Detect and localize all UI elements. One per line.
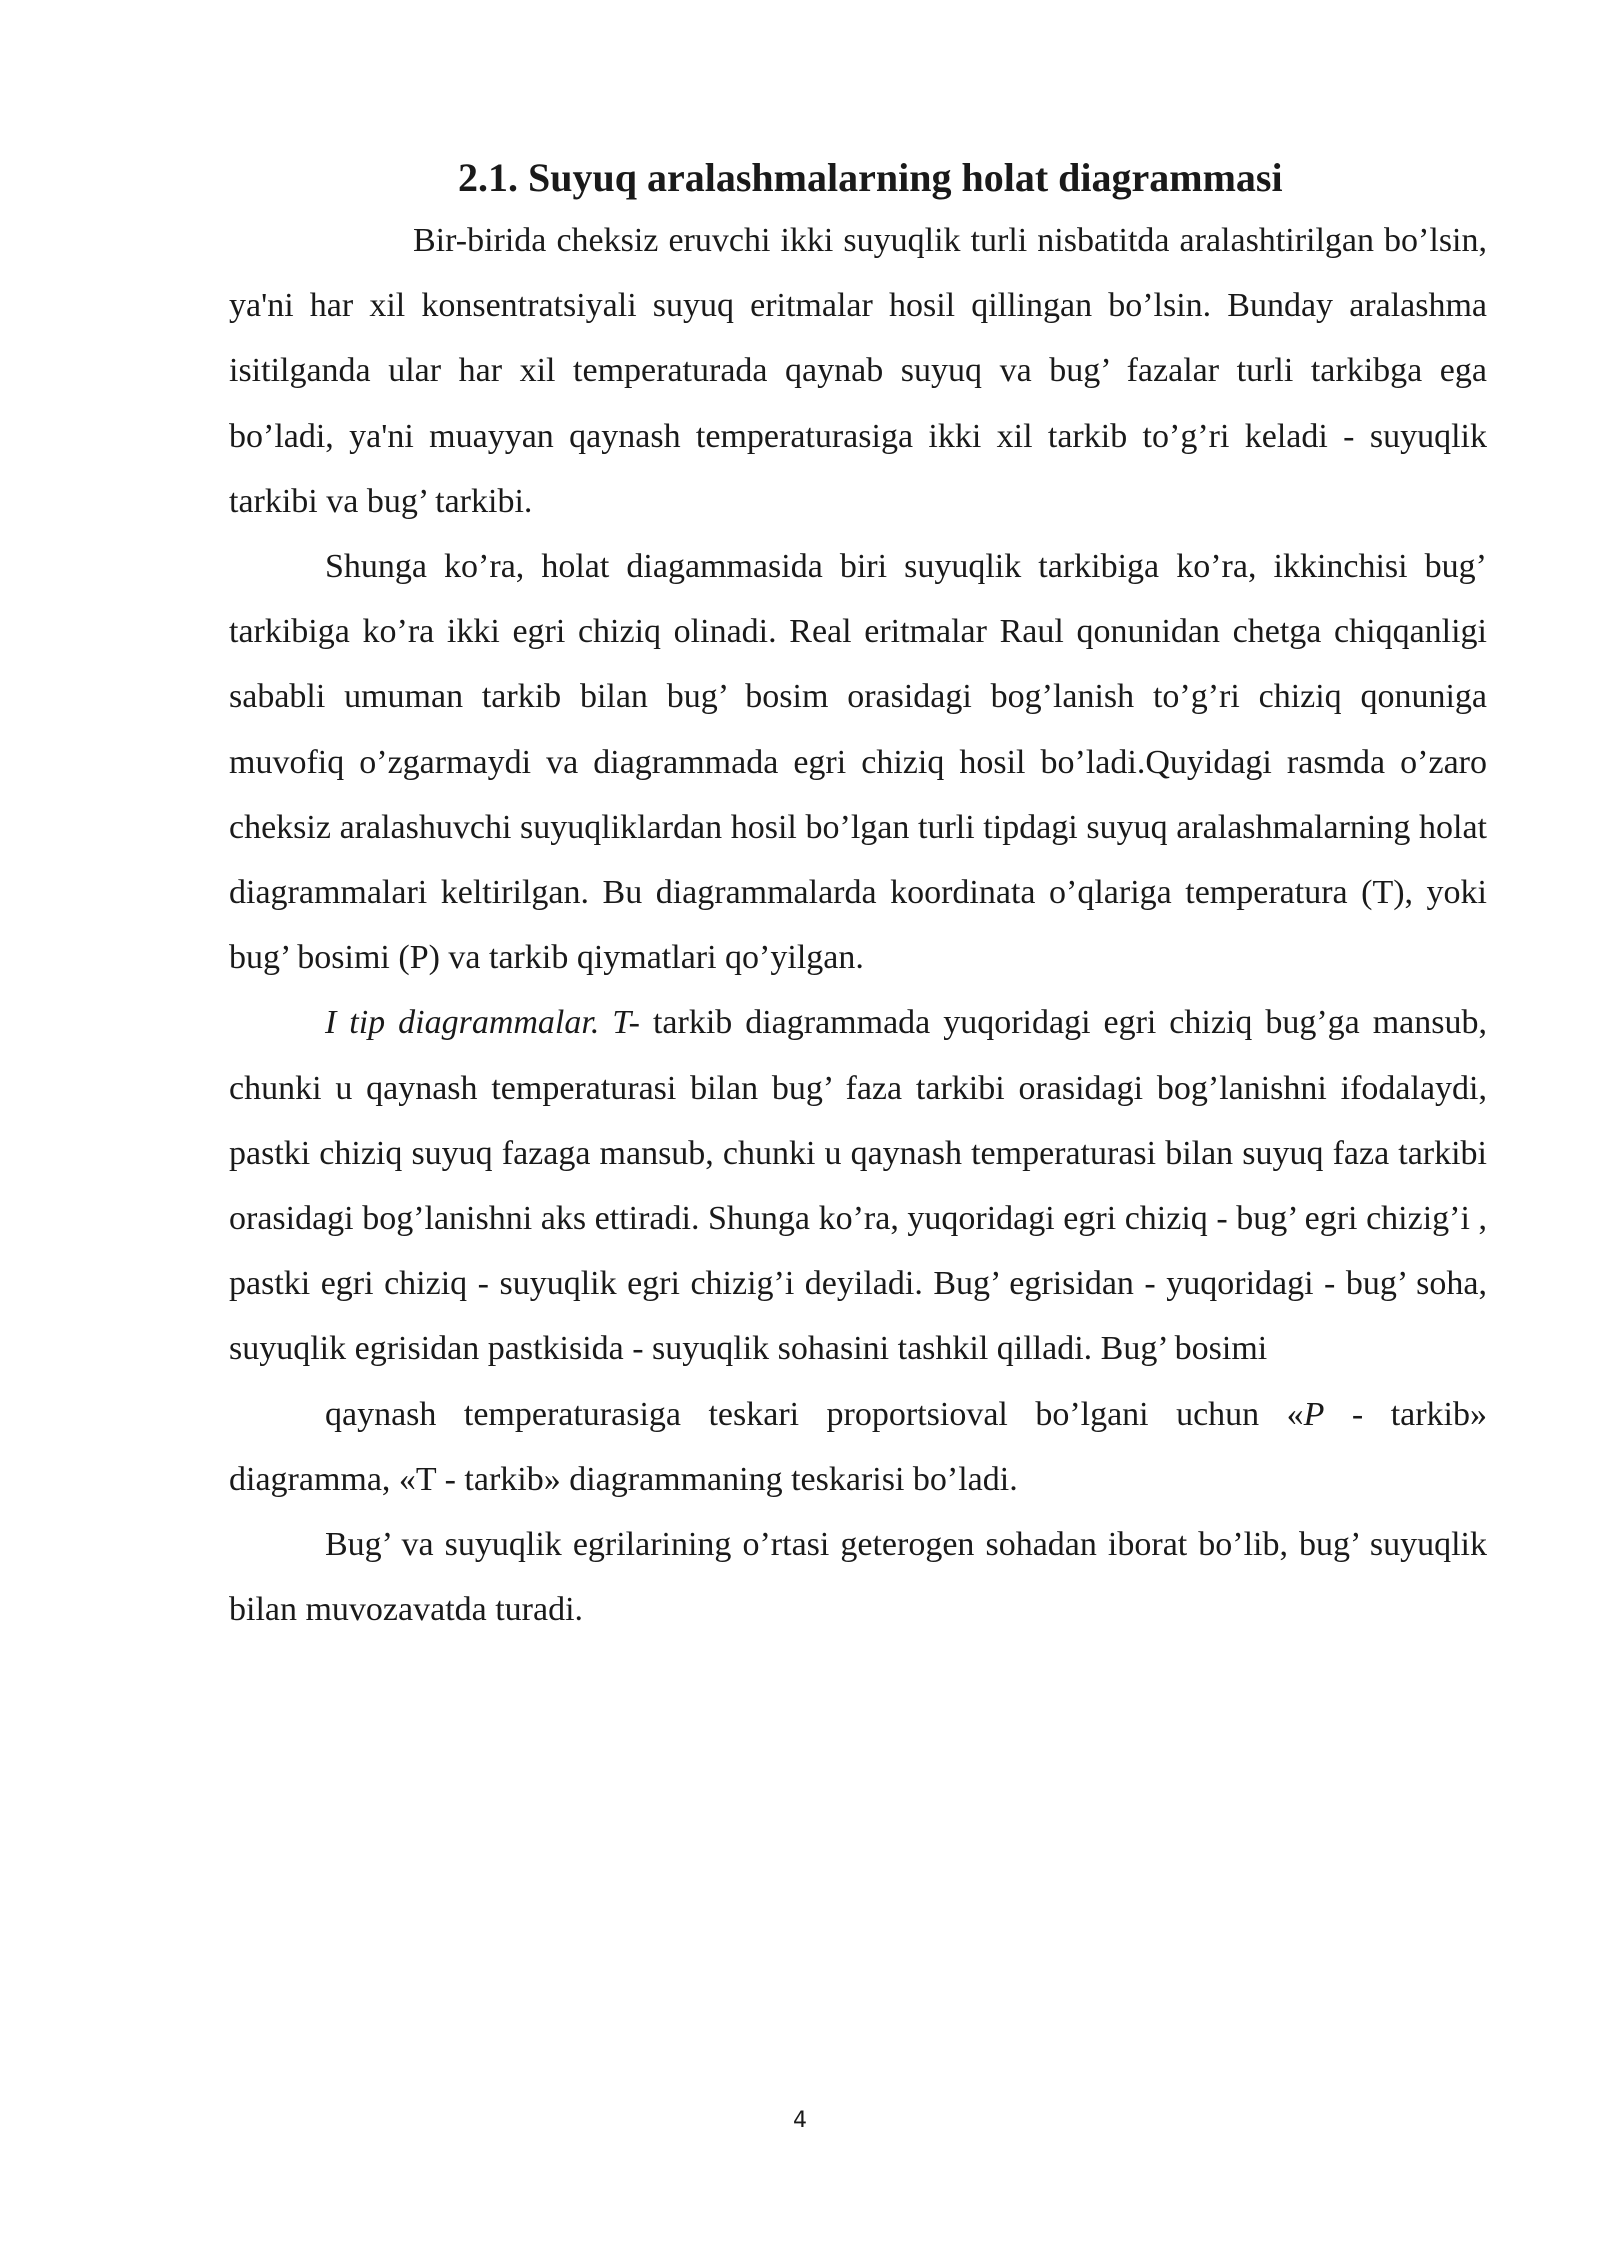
paragraph-4-text-start: qaynash temperaturasiga teskari proportsioval bo’lgani uchun «: [325, 1395, 1304, 1433]
document-page: [229, 148, 1487, 1642]
paragraph-3: [229, 990, 1487, 1381]
page-number: 4: [793, 2108, 807, 2133]
paragraph-2: Shunga ko’ra, holat diagammasida biri suyuqlik tarkibiga ko’ra, ikkinchisi bug’ tarkibiga ko’ra ikki egri chiziq olinadi. Real eritmalar Raul qonunidan chetga chiqqanligi sababli umuman tarkib bilan bug’ bosim orasidagi bog’lanish to’g’ri chiziq qonuniga muvofiq o’zgarmaydi va diagrammada egri chiziq hosil bo’ladi.Quyidagi rasmda o’zaro cheksiz aralashuvchi suyuqliklardan hosil bo’lgan turli tipdagi suyuq aralashmalarning holat diagrammalari keltirilgan. Bu diagrammalarda koordinata o’qlariga temperatura (T), yoki bug’ bosimi (P) va tarkib qiymatlari qo’yilgan.: [229, 548, 1487, 977]
paragraph-3-italic-lead: I tip diagrammalar. T-: [325, 1004, 640, 1042]
paragraph-5: Bug’ va suyuqlik egrilarining o’rtasi geterogen sohadan iborat bo’lib, bug’ suyuqlik bilan muvozavatda turadi.: [229, 1526, 1487, 1629]
paragraph-1: Bir-birida cheksiz eruvchi ikki suyuqlik turli nisbatitda aralashtirilgan bo’lsin, ya'ni har xil konsentratsiyali suyuq eritmalar hosil qillingan bo’lsin. Bunday aralashma isitilganda ular har xil temperaturada qaynab suyuq va bug’ fazalar turli tarkibga ega bo’ladi, ya'ni muayyan qaynash temperaturasiga ikki xil tarkib to’g’ri keladi - suyuqlik tarkibi va bug’ tarkibi.: [229, 222, 1487, 520]
paragraph-4-text-end: - tarkib» diagramma, «T - tarkib» diagrammaning teskarisi bo’ladi.: [229, 1395, 1487, 1498]
paragraph-4: [229, 1382, 1487, 1512]
paragraph-3-text: tarkib diagrammada yuqoridagi egri chiziq bug’ga mansub, chunki u qaynash temperaturasi bilan bug’ faza tarkibi orasidagi bog’lanishni ifodalaydi, pastki chiziq suyuq fazaga mansub, chunki u qaynash temperaturasi bilan suyuq faza tarkibi orasidagi bog’lanishni aks ettiradi. Shunga ko’ra, yuqoridagi egri chiziq - bug’ egri chizig’i , pastki egri chiziq - suyuqlik egri chizig’i deyiladi. Bug’ egrisidan - yuqoridagi - bug’ soha, suyuqlik egrisidan pastkisida - suyuqlik sohasini tashkil qilladi. Bug’ bosimi: [229, 1004, 1487, 1368]
section-heading: 2.1. Suyuq aralashmalarning holat diagrammasi: [458, 155, 1283, 200]
paragraph-4-italic: P: [1303, 1395, 1325, 1433]
